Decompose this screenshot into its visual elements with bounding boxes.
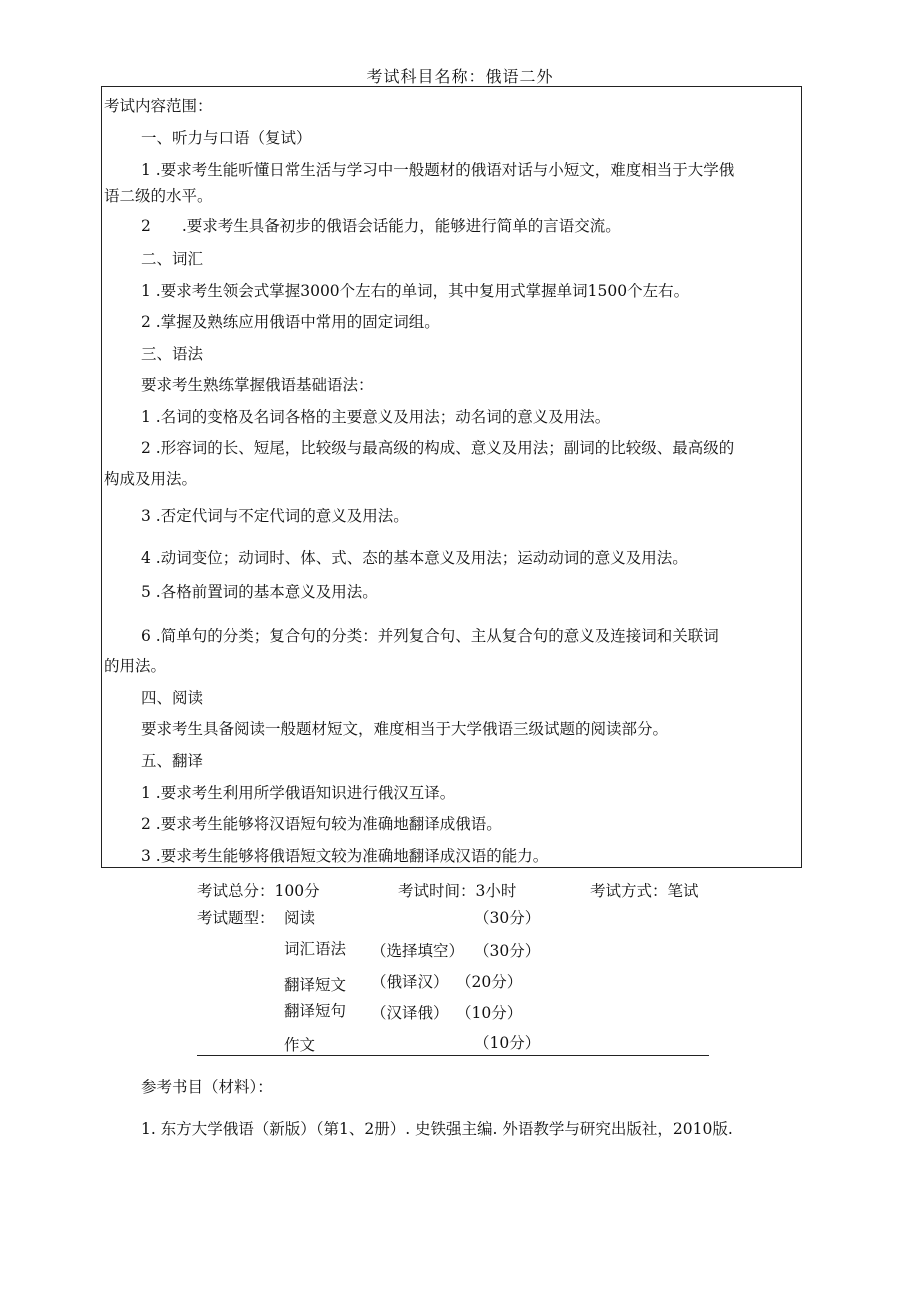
question-type-score: （30分） (474, 909, 541, 927)
question-type-name: 词汇语法 (284, 940, 347, 958)
question-type-score: （10分） (474, 1034, 541, 1052)
grammar-heading: 三、语法 (141, 345, 204, 363)
grammar-intro: 要求考生熟练掌握俄语基础语法： (141, 376, 374, 394)
question-type-score: （10分） (456, 1004, 523, 1022)
question-type-name: 翻译短文 (284, 976, 347, 994)
vocab-item-2: 2 .掌握及熟练应用俄语中常用的固定词组。 (141, 313, 440, 331)
listening-heading: 一、听力与口语（复试） (141, 129, 312, 147)
question-type-score: （30分） (474, 942, 541, 960)
grammar-item-1: 1 .名词的变格及名词各格的主要意义及用法；动名词的意义及用法。 (141, 408, 611, 426)
grammar-item-2-line-2: 构成及用法。 (104, 470, 198, 488)
exam-subject-title: 考试科目名称：俄语二外 (366, 67, 554, 86)
question-type-name: 作文 (284, 1036, 316, 1054)
question-type-note: （俄译汉） (371, 973, 449, 991)
translation-item-1: 1 .要求考生利用所学俄语知识进行俄汉互译。 (141, 784, 456, 802)
total-score: 考试总分：100分 (197, 882, 320, 900)
question-type-name: 阅读 (284, 909, 316, 927)
references-heading: 参考书目（材料）： (141, 1078, 273, 1096)
vocab-item-1: 1 .要求考生领会式掌握3000个左右的单词，其中复用式掌握单词1500个左右。 (141, 282, 690, 300)
translation-item-3: 3 .要求考生能够将俄语短文较为准确地翻译成汉语的能力。 (141, 847, 549, 865)
exam-method: 考试方式：笔试 (590, 882, 699, 900)
question-type-score: （20分） (456, 973, 523, 991)
reference-item-1: 1. 东方大学俄语（新版）（第1、2册）. 史铁强主编. 外语教学与研究出版社，2010版. (141, 1120, 733, 1138)
reading-heading: 四、阅读 (141, 689, 204, 707)
translation-heading: 五、翻译 (141, 752, 204, 770)
grammar-item-3: 3 .否定代词与不定代词的意义及用法。 (141, 507, 409, 525)
question-types-label: 考试题型： (197, 909, 275, 927)
grammar-item-6-line-2: 的用法。 (104, 657, 167, 675)
question-type-name: 翻译短句 (284, 1002, 347, 1020)
translation-item-2: 2 .要求考生能够将汉语短句较为准确地翻译成俄语。 (141, 815, 502, 833)
exam-duration: 考试时间：3小时 (398, 882, 517, 900)
listening-item-1-line-1: 1 .要求考生能听懂日常生活与学习中一般题材的俄语对话与小短文，难度相当于大学俄 (141, 161, 735, 179)
listening-item-1-line-2: 语二级的水平。 (104, 187, 213, 205)
grammar-item-2-line-1: 2 .形容词的长、短尾，比较级与最高级的构成、意义及用法；副词的比较级、最高级的 (141, 439, 735, 457)
reading-text: 要求考生具备阅读一般题材短文，难度相当于大学俄语三级试题的阅读部分。 (141, 720, 669, 738)
grammar-item-4: 4 .动词变位；动词时、体、式、态的基本意义及用法；运动动词的意义及用法。 (141, 549, 688, 567)
grammar-item-6-line-1: 6 .简单句的分类；复合句的分类：并列复合句、主从复合句的意义及连接词和关联词 (141, 627, 719, 645)
vocab-heading: 二、词汇 (141, 250, 204, 268)
divider-line (197, 1055, 709, 1056)
scope-heading: 考试内容范围： (104, 97, 213, 115)
question-type-note: （选择填空） (371, 942, 465, 960)
question-type-note: （汉译俄） (371, 1004, 449, 1022)
listening-item-2: 2 .要求考生具备初步的俄语会话能力，能够进行简单的言语交流。 (141, 217, 621, 235)
grammar-item-5: 5 .各格前置词的基本意义及用法。 (141, 583, 378, 601)
